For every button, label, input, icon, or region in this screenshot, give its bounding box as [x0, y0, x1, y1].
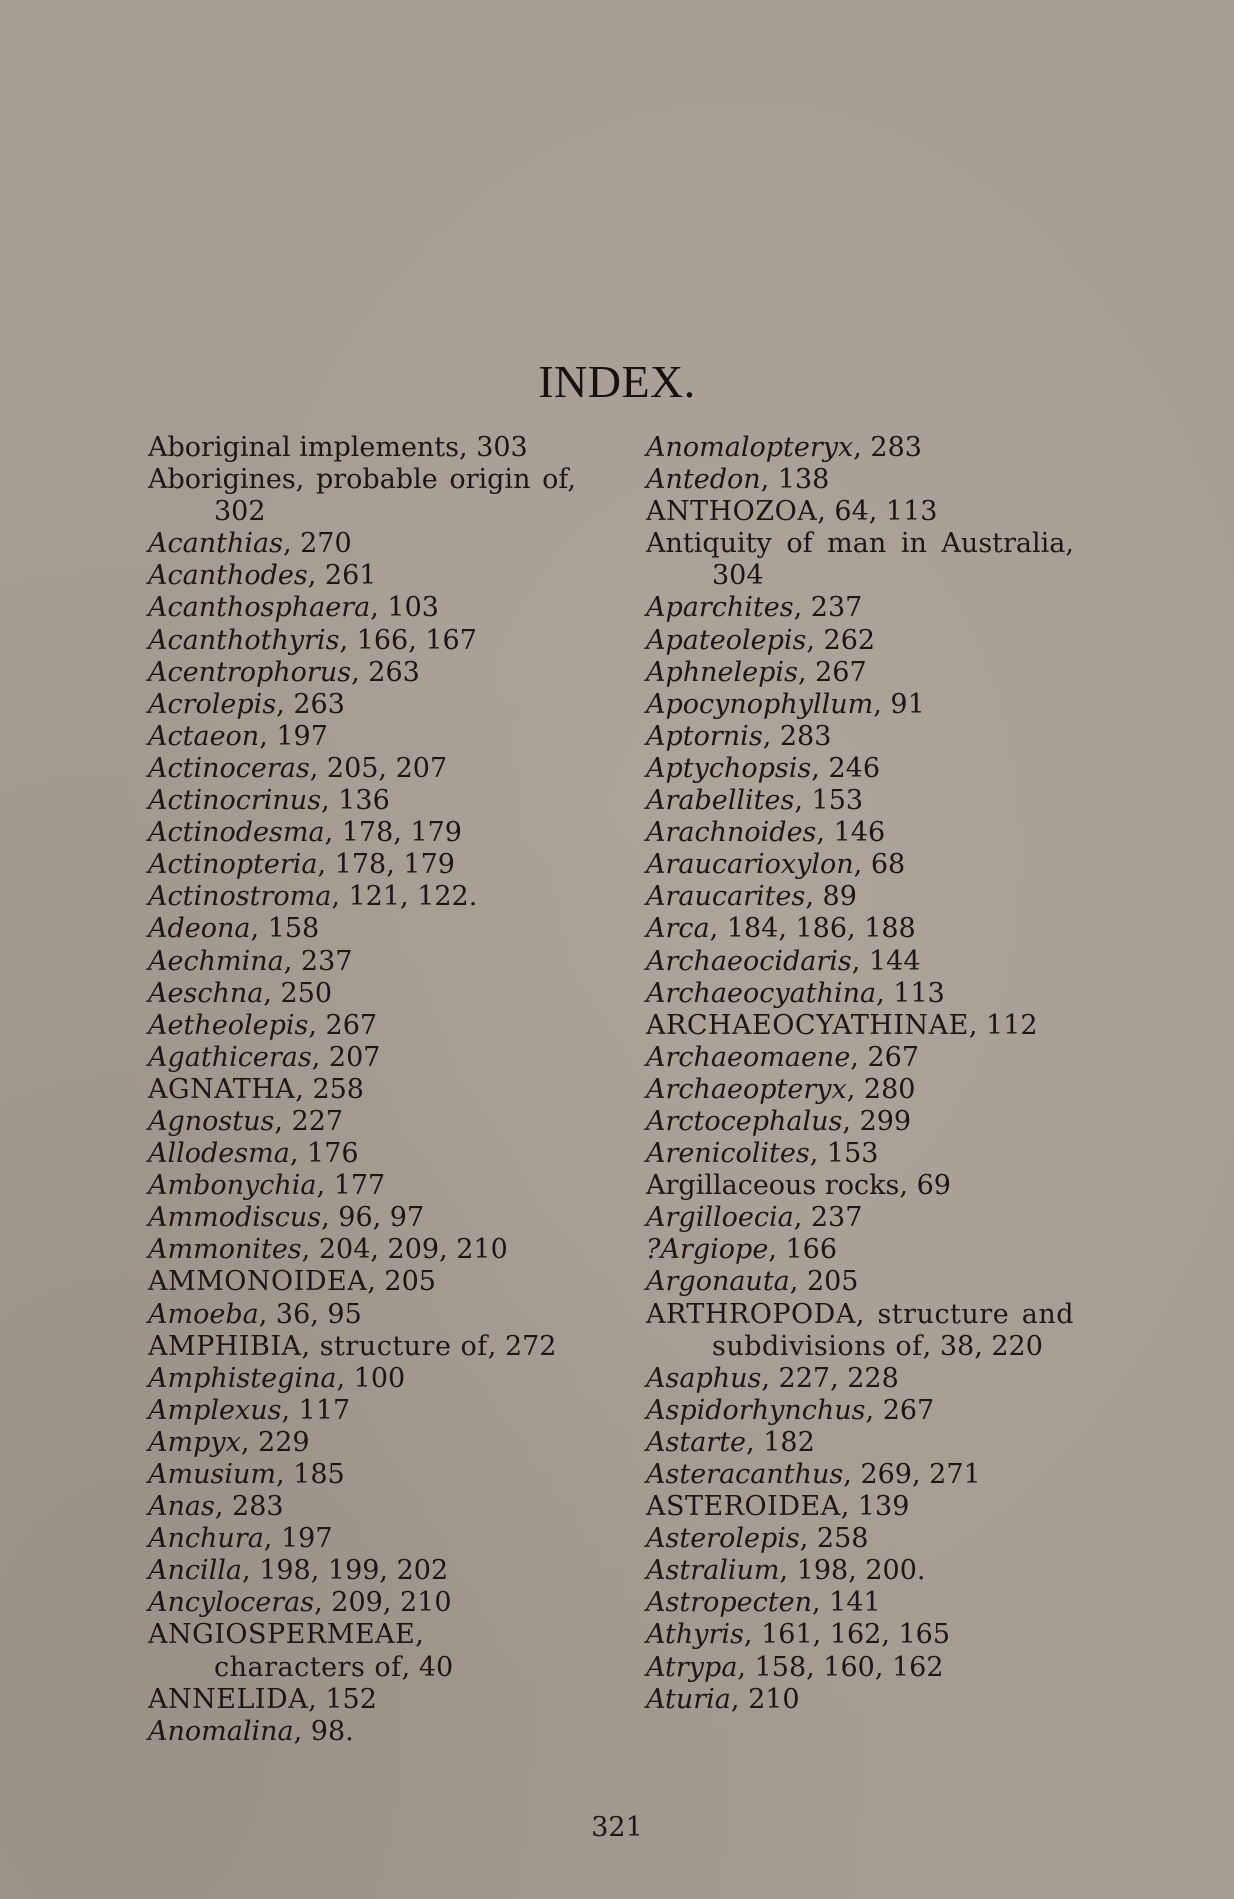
page-references: 100 [353, 1362, 406, 1394]
index-term: Amusium [148, 1459, 276, 1490]
index-entry: Allodesma, 176 [148, 1138, 359, 1170]
index-term: ARCHAEOCYATHINAE [646, 1009, 969, 1041]
page-references: 176 [307, 1138, 359, 1170]
index-term: ANTHOZOA [646, 496, 818, 528]
page-references: 112 [986, 1009, 1038, 1041]
page-references: 98. [310, 1715, 354, 1747]
index-entry: ARTHROPODA, structure and subdivisions of, 38, 220 [646, 1298, 1074, 1362]
page-references: 267 [867, 1041, 920, 1073]
index-term: Aspidorhynchus [646, 1394, 866, 1426]
index-entry: Ammonites, 204, 209, 210 [148, 1234, 508, 1266]
index-entry: Aechmina, 237 [148, 945, 353, 977]
index-term: Archaeocyathina [646, 977, 877, 1009]
page-references: 197 [280, 1523, 333, 1555]
index-entry: Actinostroma, 121, 122. [148, 881, 478, 913]
index-term: Acrolepis [148, 688, 277, 720]
index-entry: Aptychopsis, 246 [646, 752, 881, 784]
index-entry: Araucarites, 89 [646, 881, 857, 913]
index-entry: Aeschna, 250 [148, 977, 333, 1009]
page-references: 207 [328, 1041, 381, 1073]
index-term: Aparchites [646, 592, 794, 624]
index-term: Asteracanthus [646, 1459, 844, 1490]
index-entry: Amusium, 185 [148, 1459, 345, 1490]
index-term: Asterolepis [646, 1523, 800, 1555]
index-entry: Ancilla, 198, 199, 202 [148, 1555, 449, 1587]
page-references: 205 [384, 1266, 436, 1298]
index-term: Asaphus [646, 1362, 762, 1394]
index-entry: Aborigines, probable origin of, 302 [148, 464, 576, 528]
index-entry: Archaeocidaris, 144 [646, 945, 921, 977]
page-references: 258 [816, 1523, 869, 1555]
index-entry: Argillaceous rocks, 69 [646, 1170, 951, 1202]
index-entry: Acanthosphaera, 103 [148, 592, 439, 624]
page-references: 237 [810, 592, 863, 624]
index-entry: Asaphus, 227, 228 [646, 1362, 899, 1394]
index-entry: ARCHAEOCYATHINAE, 112 [646, 1009, 1038, 1041]
page-references: 153 [811, 785, 864, 817]
page-references: 64, 113 [834, 496, 938, 528]
index-entry: Ambonychia, 177 [148, 1170, 386, 1202]
index-term: Acanthias [148, 528, 283, 560]
index-term: Anas [148, 1491, 215, 1523]
index-entry: Amoeba, 36, 95 [148, 1298, 362, 1330]
index-entry: Arabellites, 153 [646, 785, 864, 817]
page-references: 113 [893, 977, 945, 1009]
index-entry: Agnostus, 227 [148, 1105, 344, 1137]
page-references: 280 [863, 1073, 916, 1105]
index-term: ASTEROIDEA [646, 1491, 841, 1523]
index-term: ANNELIDA [148, 1683, 309, 1715]
index-term: Astralium [646, 1555, 780, 1587]
index-term: AMMONOIDEA [148, 1266, 368, 1298]
index-entry: Amplexus, 117 [148, 1394, 351, 1426]
index-entry: Actaeon, 197 [148, 720, 328, 752]
index-term: Anomalina [148, 1715, 294, 1747]
page-references: 237 [810, 1202, 863, 1234]
index-entry: Atrypa, 158, 160, 162 [646, 1651, 944, 1683]
page-references: 237 [300, 945, 353, 977]
index-entry: ASTEROIDEA, 139 [646, 1491, 910, 1523]
page-references: 182 [763, 1426, 815, 1458]
index-term: Apateolepis [646, 624, 807, 656]
index-term: Ancilla [148, 1555, 243, 1587]
index-term: Allodesma [148, 1138, 290, 1170]
index-term: Actinodesma [148, 817, 325, 849]
index-entry: ?Argiope, 166 [646, 1234, 838, 1266]
index-term: Ampyx [148, 1426, 241, 1458]
index-term: Actinostroma [148, 881, 332, 913]
index-entry: Acanthias, 270 [148, 528, 352, 560]
index-entry: Actinocrinus, 136 [148, 785, 390, 817]
page-references: 38, 220 [939, 1330, 1043, 1362]
page-references: 258 [312, 1073, 364, 1105]
page-references: 139 [857, 1491, 910, 1523]
index-term: Araucarites [646, 881, 806, 913]
index-entry: Apateolepis, 262 [646, 624, 876, 656]
index-term: Arabellites [646, 785, 795, 817]
index-term: Actaeon [148, 720, 260, 752]
page-references: 177 [333, 1170, 386, 1202]
index-term: Ambonychia [148, 1170, 317, 1202]
page-references: 166 [785, 1234, 838, 1266]
index-term: Antedon [646, 464, 761, 496]
index-term: Antiquity of man in Australia [646, 528, 1066, 560]
index-column-right [646, 432, 1074, 1716]
index-term: AMPHIBIA, structure of [148, 1330, 488, 1362]
index-entry: Aptornis, 283 [646, 720, 832, 752]
page-references: 198, 199, 202 [259, 1555, 449, 1587]
index-entry: Archaeomaene, 267 [646, 1041, 920, 1073]
index-entry: Archaeocyathina, 113 [646, 977, 945, 1009]
index-entry: Argilloecia, 237 [646, 1202, 863, 1234]
index-term: AGNATHA [148, 1073, 296, 1105]
page-references: 138 [777, 464, 830, 496]
page-references: 158 [267, 913, 320, 945]
index-entry: Asterolepis, 258 [646, 1523, 869, 1555]
page-references: 178, 179 [341, 817, 462, 849]
page-references: 144 [868, 945, 921, 977]
index-entry: Ammodiscus, 96, 97 [148, 1202, 425, 1234]
index-term: Amplexus [148, 1394, 282, 1426]
index-term: Ammodiscus [148, 1202, 322, 1234]
index-entry: Aboriginal implements, 303 [148, 432, 528, 463]
page-references: 198, 200. [796, 1555, 926, 1587]
index-term: Aechmina [148, 945, 284, 977]
index-term: Adeona [148, 913, 251, 945]
index-entry: Asteracanthus, 269, 271 [646, 1459, 981, 1490]
page-references: 91 [890, 688, 925, 720]
index-term: Acanthodes [148, 560, 308, 592]
page-references: 270 [300, 528, 352, 560]
index-term: Argilloecia [646, 1202, 794, 1234]
page-references: 197 [276, 720, 328, 752]
page-references: 299 [859, 1105, 912, 1137]
index-term: Athyris [646, 1619, 744, 1651]
index-term: ARTHROPODA, structure and subdivisions of [646, 1298, 1074, 1362]
index-term: Acanthothyris [148, 624, 340, 656]
index-entry: Anchura, 197 [148, 1523, 333, 1555]
page-references: 246 [828, 752, 881, 784]
index-entry: Antedon, 138 [646, 464, 830, 496]
index-entry: Agathiceras, 207 [148, 1041, 381, 1073]
index-term: Ancyloceras [148, 1587, 315, 1619]
page-references: 263 [293, 688, 345, 720]
page-references: 204, 209, 210 [318, 1234, 508, 1266]
index-term: Aboriginal implements [148, 432, 460, 463]
index-entry: Aspidorhynchus, 267 [646, 1394, 935, 1426]
index-term: Agathiceras [148, 1041, 312, 1073]
index-entry: AMPHIBIA, structure of, 272 [148, 1330, 557, 1362]
index-entry: Adeona, 158 [148, 913, 320, 945]
index-term: Amphistegina [148, 1362, 337, 1394]
index-term: Anchura [148, 1523, 264, 1555]
page-references: 272 [504, 1330, 557, 1362]
page-references: 136 [338, 785, 390, 817]
index-entry: Athyris, 161, 162, 165 [646, 1619, 951, 1651]
page-references: 158, 160, 162 [754, 1651, 944, 1683]
index-term: Actinopteria [148, 849, 318, 881]
index-entry: Ampyx, 229 [148, 1426, 310, 1458]
page-references: 304 [712, 560, 764, 592]
index-entry: Arachnoides, 146 [646, 817, 886, 849]
index-term: Agnostus [148, 1105, 275, 1137]
page-references: 152 [325, 1683, 377, 1715]
index-term: Argonauta [646, 1266, 790, 1298]
index-entry: Aparchites, 237 [646, 592, 863, 624]
index-entry: ANNELIDA, 152 [148, 1683, 377, 1715]
index-column-left [148, 432, 576, 1748]
index-entry: ANTHOZOA, 64, 113 [646, 496, 938, 528]
page-references: 141 [829, 1587, 881, 1619]
index-entry: Aetheolepis, 267 [148, 1009, 378, 1041]
index-term: ANGIOSPERMEAE, characters of [148, 1619, 425, 1683]
index-entry: Araucarioxylon, 68 [646, 849, 906, 881]
page-references: 153 [826, 1138, 879, 1170]
page-references: 68 [870, 849, 906, 881]
index-entry: Acrolepis, 263 [148, 688, 345, 720]
index-term: Argillaceous rocks [646, 1170, 900, 1202]
page-number: 321 [591, 1812, 643, 1843]
page-references: 117 [298, 1394, 351, 1426]
index-term: Apocynophyllum [646, 688, 874, 720]
index-entry: Arctocephalus, 299 [646, 1105, 912, 1137]
page-references: 227 [291, 1105, 344, 1137]
page-references: 283 [232, 1491, 284, 1523]
index-entry: Astralium, 198, 200. [646, 1555, 926, 1587]
page-references: 250 [280, 977, 333, 1009]
index-term: Arctocephalus [646, 1105, 843, 1137]
index-entry: Ancyloceras, 209, 210 [148, 1587, 452, 1619]
page-references: 302 [214, 496, 266, 528]
index-entry: AGNATHA, 258 [148, 1073, 364, 1105]
index-entry: Actinodesma, 178, 179 [148, 817, 462, 849]
index-term: Arachnoides [646, 817, 817, 849]
page-title: INDEX. [538, 356, 696, 407]
index-term: Araucarioxylon [646, 849, 854, 881]
page-references: 229 [258, 1426, 310, 1458]
page-references: 263 [368, 656, 420, 688]
index-entry: Anas, 283 [148, 1491, 284, 1523]
page-references: 185 [293, 1459, 345, 1490]
page-references: 209, 210 [331, 1587, 452, 1619]
index-term: Anomalopteryx [646, 432, 854, 463]
index-term: Astarte [646, 1426, 747, 1458]
index-term: Atrypa [646, 1651, 738, 1683]
index-term: Ammonites [148, 1234, 302, 1266]
index-term: Astropecten [646, 1587, 812, 1619]
page-references: 261 [324, 560, 377, 592]
index-term: Actinocrinus [148, 785, 322, 817]
index-entry: Acanthodes, 261 [148, 560, 377, 592]
index-entry: Argonauta, 205 [646, 1266, 859, 1298]
page-references: 227, 228 [778, 1362, 899, 1394]
page-references: 210 [748, 1683, 800, 1715]
index-term: Arenicolites [646, 1138, 810, 1170]
page-references: 184, 186, 188 [726, 913, 916, 945]
page-references: 96, 97 [338, 1202, 425, 1234]
index-entry: Antiquity of man in Australia, 304 [646, 528, 1074, 592]
index-term: Acanthosphaera [148, 592, 371, 624]
index-term: Aborigines, probable origin of [148, 464, 568, 496]
page-references: 303 [476, 432, 528, 463]
page-references: 267 [325, 1009, 378, 1041]
index-term: Archaeocidaris [646, 945, 852, 977]
index-entry: Arenicolites, 153 [646, 1138, 879, 1170]
page-references: 283 [779, 720, 832, 752]
page-references: 205 [806, 1266, 859, 1298]
index-entry: AMMONOIDEA, 205 [148, 1266, 436, 1298]
page-references: 269, 271 [860, 1459, 981, 1490]
index-term: Aturia [646, 1683, 731, 1715]
page-references: 178, 179 [334, 849, 455, 881]
index-entry: Anomalopteryx, 283 [646, 432, 922, 463]
page-references: 103 [387, 592, 439, 624]
page-references: 267 [815, 656, 867, 688]
index-entry: Actinopteria, 178, 179 [148, 849, 455, 881]
page-references: 161, 162, 165 [761, 1619, 951, 1651]
index-term: ?Argiope [646, 1234, 769, 1266]
page-references: 166, 167 [356, 624, 477, 656]
index-term: Aphnelepis [646, 656, 798, 688]
page-references: 69 [916, 1170, 951, 1202]
index-entry: Aturia, 210 [646, 1683, 800, 1715]
page-references: 36, 95 [275, 1298, 362, 1330]
index-term: Aptychopsis [646, 752, 812, 784]
page-references: 146 [833, 817, 886, 849]
index-term: Archaeopteryx [646, 1073, 847, 1105]
page-references: 89 [822, 881, 857, 913]
index-entry: Arca, 184, 186, 188 [646, 913, 916, 945]
index-entry: Astarte, 182 [646, 1426, 815, 1458]
index-term: Acentrophorus [148, 656, 352, 688]
index-entry: Actinoceras, 205, 207 [148, 752, 448, 784]
page-references: 283 [870, 432, 922, 463]
index-entry: Apocynophyllum, 91 [646, 688, 925, 720]
index-term: Actinoceras [148, 752, 310, 784]
index-entry: Anomalina, 98. [148, 1715, 354, 1747]
index-entry: Acanthothyris, 166, 167 [148, 624, 477, 656]
index-term: Archaeomaene [646, 1041, 851, 1073]
page-references: 121, 122. [348, 881, 478, 913]
page-references: 267 [882, 1394, 935, 1426]
index-entry: Amphistegina, 100 [148, 1362, 406, 1394]
index-entry: Aphnelepis, 267 [646, 656, 867, 688]
index-term: Aetheolepis [148, 1009, 309, 1041]
index-entry: ANGIOSPERMEAE, characters of, 40 [148, 1619, 454, 1683]
page-references: 205, 207 [326, 752, 448, 784]
index-entry: Archaeopteryx, 280 [646, 1073, 916, 1105]
index-entry: Acentrophorus, 263 [148, 656, 420, 688]
index-term: Aeschna [148, 977, 264, 1009]
index-term: Arca [646, 913, 710, 945]
page-references: 40 [418, 1651, 454, 1683]
index-term: Aptornis [646, 720, 763, 752]
index-entry: Astropecten, 141 [646, 1587, 881, 1619]
index-term: Amoeba [148, 1298, 259, 1330]
page-references: 262 [823, 624, 876, 656]
